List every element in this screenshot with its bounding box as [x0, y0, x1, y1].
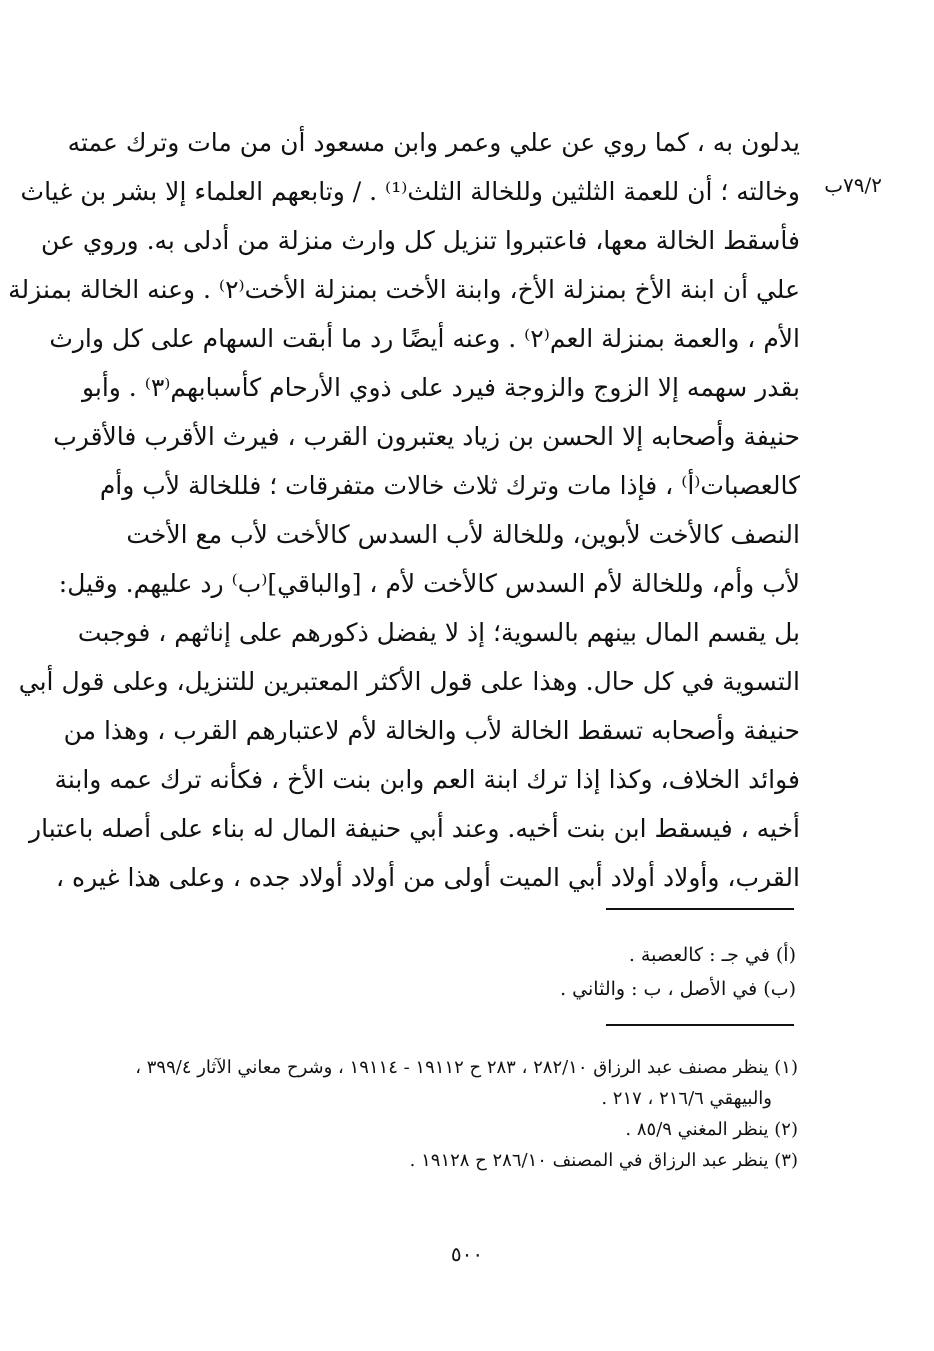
main-text-line: حنيفة وأصحابه إلا الحسن بن زياد يعتبرون القرب ، فيرث الأقرب فالأقرب	[53, 422, 800, 451]
footnotes	[120, 1052, 798, 1176]
main-text-line: لأب وأم، وللخالة لأم السدس كالأخت لأم ، [والباقي]⁽ب⁾ رد عليهم. وقيل:	[58, 569, 800, 598]
variant-note: (ب) في الأصل ، ب : والثاني .	[560, 978, 796, 1000]
manuscript-variants	[300, 938, 796, 1006]
main-text-line: كالعصبات⁽أ⁾ ، فإذا مات وترك ثلاث خالات متفرقات ؛ فللخالة لأب وأم	[99, 471, 800, 500]
footnote-continuation: والبيهقي ٢١٦/٦ ، ٢١٧ .	[601, 1088, 772, 1109]
footnote: (٣) ينظر عبد الرزاق في المصنف ٢٨٦/١٠ ح ١٩١٢٨ .	[409, 1150, 798, 1171]
variants-separator-rule	[606, 908, 794, 910]
main-text-line: يدلون به ، كما روي عن علي وعمر وابن مسعود أن من مات وترك عمته	[67, 128, 800, 157]
main-text-line: فأسقط الخالة معها، فاعتبروا تنزيل كل وارث منزلة من أدلى به. وروي عن	[40, 226, 800, 255]
footnotes-separator-rule	[606, 1024, 794, 1026]
manuscript-folio-marker: ٧٩/٢ب	[824, 173, 882, 197]
main-text-line: فوائد الخلاف، وكذا إذا ترك ابنة العم وابن بنت الأخ ، فكأنه ترك عمه وابنة	[54, 765, 800, 794]
main-text-line: بقدر سهمه إلا الزوج والزوجة فيرد على ذوي الأرحام كأسبابهم⁽٣⁾ . وأبو	[81, 373, 800, 402]
main-text-body	[8, 118, 800, 902]
footnote: (٢) ينظر المغني ٨٥/٩ .	[625, 1119, 798, 1140]
main-text-line: أخيه ، فيسقط ابن بنت أخيه. وعند أبي حنيفة المال له بناء على أصله باعتبار	[29, 814, 800, 843]
main-text-line: وخالته ؛ أن للعمة الثلثين وللخالة الثلث⁽¹⁾ . / وتابعهم العلماء إلا بشر بن غياث	[20, 177, 800, 206]
main-text-line: القرب، وأولاد أولاد أبي الميت أولى من أولاد أولاد جده ، وعلى هذا غيره ،	[56, 863, 800, 892]
main-text-line: النصف كالأخت لأبوين، وللخالة لأب السدس كالأخت لأب مع الأخت	[126, 520, 800, 549]
main-text-line: بل يقسم المال بينهم بالسوية؛ إذ لا يفضل ذكورهم على إناثهم ، فوجبت	[77, 618, 800, 647]
page-number: ٥٠٠	[450, 1242, 484, 1266]
footnote: (١) ينظر مصنف عبد الرزاق ٢٨٢/١٠ ، ٢٨٣ ح ١٩١١٢ - ١٩١١٤ ، وشرح معاني الآثار ٣٩٩/٤ ،	[135, 1057, 798, 1078]
variant-note: (أ) في جـ : كالعصبة .	[628, 944, 796, 966]
main-text-line: حنيفة وأصحابه تسقط الخالة لأب والخالة لأم لاعتبارهم القرب ، وهذا من	[63, 716, 800, 745]
main-text-line: علي أن ابنة الأخ بمنزلة الأخ، وابنة الأخت بمنزلة الأخت⁽٢⁾ . وعنه الخالة بمنزلة	[8, 275, 800, 304]
main-text-line: الأم ، والعمة بمنزلة العم⁽٢⁾ . وعنه أيضًا رد ما أبقت السهام على كل وارث	[49, 324, 800, 353]
main-text-line: التسوية في كل حال. وهذا على قول الأكثر المعتبرين للتنزيل، وعلى قول أبي	[18, 667, 800, 696]
